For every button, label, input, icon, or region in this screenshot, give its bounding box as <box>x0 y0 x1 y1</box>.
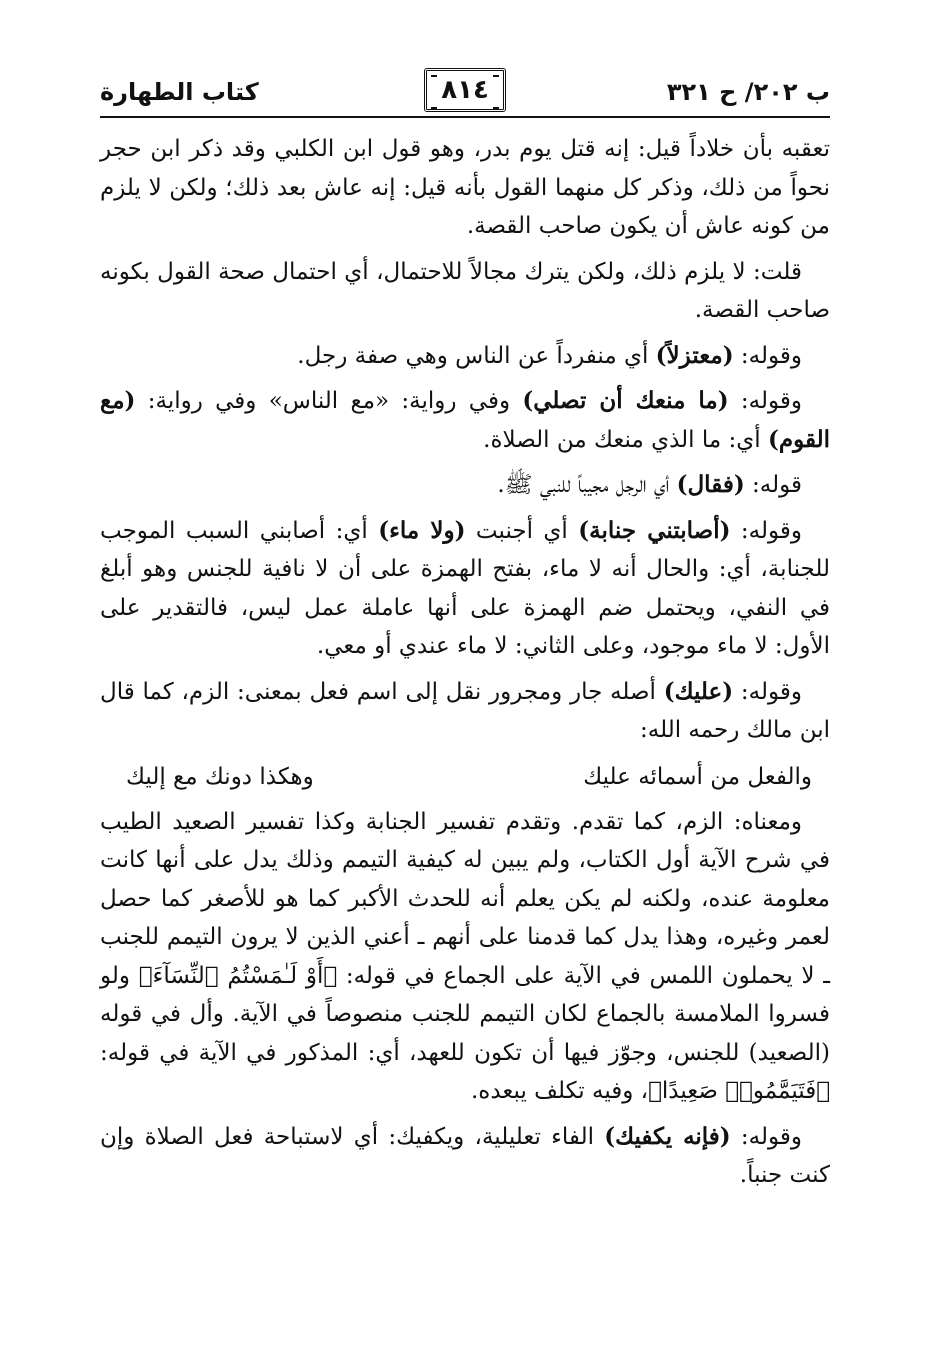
poetry-verse <box>126 757 812 797</box>
paragraph-text: أي الرجل مجيباً للنبي ﷺ. <box>497 472 677 498</box>
paragraph-text: الفاء تعليلية، ويكفيك: أي لاستباحة فعل الصلاة وإن كنت جنباً. <box>100 1123 830 1188</box>
paragraph <box>100 803 830 1111</box>
paragraph <box>100 382 830 459</box>
document-page <box>100 64 830 1202</box>
header-divider <box>100 116 830 118</box>
paragraph-text: أي: ما الذي منعك من الصلاة. <box>483 426 768 453</box>
body-text <box>100 130 830 1195</box>
quoted-term: (ما منعك أن تصلي) <box>522 387 729 414</box>
verse-first-hemistich: والفعل من أسمائه عليك <box>583 763 812 790</box>
quoted-term: (ولا ماء) <box>378 516 466 544</box>
paragraph-text: ومعناه: الزم، كما تقدم. وتقدم تفسير الجنابة وكذا تفسير الصعيد الطيب في شرح الآية أول الكتاب، ولم يبين له كيفية التيمم وذلك يدل على أنها كانت معلومة عنده، ولكنه لم يكن يعلم أنه للحدث الأكبر كما هو للأصغر كما حصل لعمر وغيره، وهذا يدل كما قدمنا على أنهم ـ أعني الذين لا يرون التيمم للجنب ـ لا يحملون اللمس في الآية على الجماع في قوله: ﴿أَوْ لَـٰمَسْتُمُ ٱلنِّسَآءَ﴾ ولو فسروا الملامسة بالجماع لكان التيمم للجنب منصوصاً في الآية. وأل في قوله (الصعيد) للجنس، وجوّز فيها أن تكون للعهد، أي: المذكور في الآية في قوله: ﴿فَتَيَمَّمُوا۟ صَعِيدًا﴾، وفيه تكلف يبعده. <box>100 808 830 1104</box>
hadith-reference: ب ٢٠٢/ ح ٣٢١ <box>666 78 830 106</box>
paragraph-text: وقوله: <box>730 517 802 544</box>
paragraph <box>100 673 830 750</box>
paragraph-text: وقوله: <box>728 388 802 414</box>
quoted-term: (فقال) <box>676 471 745 498</box>
paragraph-text: قلت: لا يلزم ذلك، ولكن يترك مجالاً للاحتمال، أي احتمال صحة القول بكونه صاحب القصة. <box>100 258 830 323</box>
paragraph <box>100 130 830 246</box>
paragraph <box>100 1118 830 1195</box>
book-title: كتاب الطهارة <box>100 78 259 106</box>
paragraph-text: قوله: <box>744 472 802 498</box>
quoted-term: (مع القوم) <box>100 387 830 453</box>
quoted-term: (فإنه يكفيك) <box>604 1122 731 1150</box>
paragraph <box>100 466 830 505</box>
paragraph-text: وقوله: <box>733 342 802 369</box>
paragraph-text: تعقبه بأن خلاداً قيل: إنه قتل يوم بدر، وهو قول ابن الكلبي وقد ذكر ابن حجر نحواً من ذلك، وذكر كل منهما القول بأنه قيل: إنه عاش بعد ذلك؛ ولكن لا يلزم من كونه عاش أن يكون صاحب القصة. <box>100 136 830 239</box>
paragraph-text: أي: أصابني السبب الموجب للجنابة، أي: والحال أنه لا ماء، بفتح الهمزة على أن لا نافية للجنس وهو أبلغ في النفي، ويحتمل ضم الهمزة على أنها عاملة عمل ليس، فالتقدير على الأول: لا ماء موجود، وعلى الثاني: لا ماء عندي أو معي. <box>100 517 830 659</box>
paragraph-text: وقوله: <box>733 678 802 705</box>
page-number: ٨١٤ <box>424 68 506 112</box>
quoted-term: (معتزلاً) <box>655 341 734 369</box>
paragraph <box>100 337 830 376</box>
quoted-term: (أصابتني جنابة) <box>578 516 731 544</box>
paragraph <box>100 253 830 330</box>
verse-second-hemistich: وهكذا دونك مع إليك <box>126 763 314 790</box>
paragraph-text: وقوله: <box>730 1123 803 1150</box>
paragraph-text: أصله جار ومجرور نقل إلى اسم فعل بمعنى: الزم، كما قال ابن مالك رحمه الله: <box>100 678 830 743</box>
page-header <box>100 64 830 116</box>
paragraph <box>100 512 830 666</box>
quoted-term: (عليك) <box>663 677 734 705</box>
paragraph-text: أي منفرداً عن الناس وهي صفة رجل. <box>297 342 656 369</box>
paragraph-text: وفي رواية: «مع الناس» وفي رواية: <box>135 388 523 414</box>
paragraph-text: أي أجنبت <box>465 517 579 544</box>
